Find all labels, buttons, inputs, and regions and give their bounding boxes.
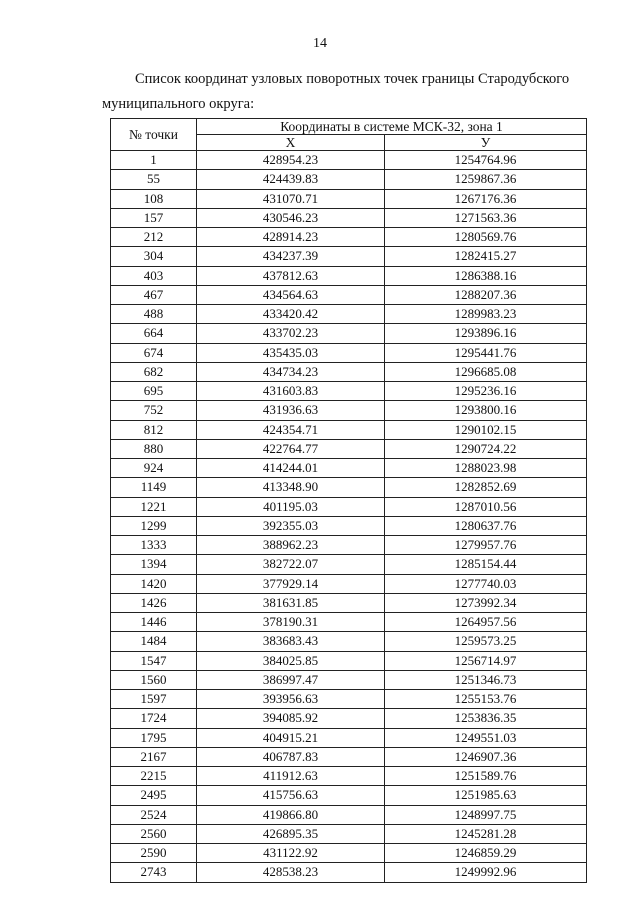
y-coordinate-cell: 1246907.36 [385, 747, 587, 766]
x-coordinate-cell: 431122.92 [197, 844, 385, 863]
y-coordinate-cell: 1271563.36 [385, 208, 587, 227]
x-coordinate-cell: 431936.63 [197, 401, 385, 420]
point-number-cell: 488 [111, 305, 197, 324]
table-row [111, 497, 587, 516]
point-number-cell: 304 [111, 247, 197, 266]
table-row [111, 574, 587, 593]
point-number-cell: 674 [111, 343, 197, 362]
x-coordinate-cell: 435435.03 [197, 343, 385, 362]
x-coordinate-cell: 428538.23 [197, 863, 385, 882]
point-number-cell: 924 [111, 459, 197, 478]
point-number-cell: 1221 [111, 497, 197, 516]
table-row [111, 208, 587, 227]
y-coordinate-cell: 1256714.97 [385, 651, 587, 670]
y-coordinate-cell: 1259867.36 [385, 170, 587, 189]
header-coordinate-system: Координаты в системе МСК-32, зона 1 [197, 119, 587, 135]
table-row [111, 613, 587, 632]
point-number-cell: 2590 [111, 844, 197, 863]
x-coordinate-cell: 419866.80 [197, 805, 385, 824]
y-coordinate-cell: 1288023.98 [385, 459, 587, 478]
point-number-cell: 55 [111, 170, 197, 189]
point-number-cell: 403 [111, 266, 197, 285]
table-row [111, 151, 587, 170]
table-row [111, 651, 587, 670]
y-coordinate-cell: 1296685.08 [385, 362, 587, 381]
point-number-cell: 1 [111, 151, 197, 170]
x-coordinate-cell: 437812.63 [197, 266, 385, 285]
table-row [111, 632, 587, 651]
x-coordinate-cell: 431070.71 [197, 189, 385, 208]
point-number-cell: 2167 [111, 747, 197, 766]
table-row [111, 420, 587, 439]
point-number-cell: 1420 [111, 574, 197, 593]
table-row [111, 844, 587, 863]
table-row [111, 228, 587, 247]
table-row [111, 170, 587, 189]
y-coordinate-cell: 1248997.75 [385, 805, 587, 824]
point-number-cell: 2524 [111, 805, 197, 824]
point-number-cell: 682 [111, 362, 197, 381]
point-number-cell: 1149 [111, 478, 197, 497]
y-coordinate-cell: 1288207.36 [385, 285, 587, 304]
y-coordinate-cell: 1282415.27 [385, 247, 587, 266]
point-number-cell: 2743 [111, 863, 197, 882]
x-coordinate-cell: 424354.71 [197, 420, 385, 439]
x-coordinate-cell: 434564.63 [197, 285, 385, 304]
table-row [111, 189, 587, 208]
point-number-cell: 2560 [111, 824, 197, 843]
table-row [111, 555, 587, 574]
y-coordinate-cell: 1287010.56 [385, 497, 587, 516]
point-number-cell: 1597 [111, 690, 197, 709]
table-row [111, 786, 587, 805]
y-coordinate-cell: 1290724.22 [385, 439, 587, 458]
y-coordinate-cell: 1253836.35 [385, 709, 587, 728]
y-coordinate-cell: 1245281.28 [385, 824, 587, 843]
table-row [111, 863, 587, 882]
point-number-cell: 880 [111, 439, 197, 458]
table-row [111, 690, 587, 709]
x-coordinate-cell: 401195.03 [197, 497, 385, 516]
table-row [111, 728, 587, 747]
x-coordinate-cell: 414244.01 [197, 459, 385, 478]
point-number-cell: 2495 [111, 786, 197, 805]
y-coordinate-cell: 1249992.96 [385, 863, 587, 882]
point-number-cell: 695 [111, 382, 197, 401]
x-coordinate-cell: 428954.23 [197, 151, 385, 170]
x-coordinate-cell: 434734.23 [197, 362, 385, 381]
x-coordinate-cell: 377929.14 [197, 574, 385, 593]
x-coordinate-cell: 392355.03 [197, 516, 385, 535]
x-coordinate-cell: 413348.90 [197, 478, 385, 497]
x-coordinate-cell: 384025.85 [197, 651, 385, 670]
intro-paragraph: Список координат узловых поворотных точек границы Стародубского муниципального округа: [102, 71, 570, 112]
point-number-cell: 2215 [111, 767, 197, 786]
point-number-cell: 1394 [111, 555, 197, 574]
x-coordinate-cell: 378190.31 [197, 613, 385, 632]
table-row [111, 824, 587, 843]
point-number-cell: 1299 [111, 516, 197, 535]
table-row [111, 516, 587, 535]
point-number-cell: 157 [111, 208, 197, 227]
point-number-cell: 664 [111, 324, 197, 343]
y-coordinate-cell: 1280637.76 [385, 516, 587, 535]
point-number-cell: 812 [111, 420, 197, 439]
point-number-cell: 1446 [111, 613, 197, 632]
point-number-cell: 1795 [111, 728, 197, 747]
x-coordinate-cell: 433702.23 [197, 324, 385, 343]
x-coordinate-cell: 394085.92 [197, 709, 385, 728]
y-coordinate-cell: 1289983.23 [385, 305, 587, 324]
y-coordinate-cell: 1251346.73 [385, 670, 587, 689]
x-coordinate-cell: 381631.85 [197, 593, 385, 612]
table-row [111, 362, 587, 381]
x-coordinate-cell: 428914.23 [197, 228, 385, 247]
x-coordinate-cell: 404915.21 [197, 728, 385, 747]
table-row [111, 593, 587, 612]
y-coordinate-cell: 1255153.76 [385, 690, 587, 709]
x-coordinate-cell: 388962.23 [197, 536, 385, 555]
x-coordinate-cell: 426895.35 [197, 824, 385, 843]
table-row [111, 459, 587, 478]
point-number-cell: 212 [111, 228, 197, 247]
point-number-cell: 1426 [111, 593, 197, 612]
x-coordinate-cell: 434237.39 [197, 247, 385, 266]
y-coordinate-cell: 1282852.69 [385, 478, 587, 497]
y-coordinate-cell: 1259573.25 [385, 632, 587, 651]
table-row [111, 305, 587, 324]
y-coordinate-cell: 1251985.63 [385, 786, 587, 805]
y-coordinate-cell: 1293800.16 [385, 401, 587, 420]
x-coordinate-cell: 383683.43 [197, 632, 385, 651]
y-coordinate-cell: 1293896.16 [385, 324, 587, 343]
y-coordinate-cell: 1295441.76 [385, 343, 587, 362]
y-coordinate-cell: 1279957.76 [385, 536, 587, 555]
table-row [111, 536, 587, 555]
y-coordinate-cell: 1264957.56 [385, 613, 587, 632]
x-coordinate-cell: 433420.42 [197, 305, 385, 324]
table-row [111, 324, 587, 343]
point-number-cell: 1333 [111, 536, 197, 555]
point-number-cell: 108 [111, 189, 197, 208]
header-x: X [197, 135, 385, 151]
table-row [111, 805, 587, 824]
y-coordinate-cell: 1295236.16 [385, 382, 587, 401]
x-coordinate-cell: 424439.83 [197, 170, 385, 189]
table-row [111, 439, 587, 458]
point-number-cell: 467 [111, 285, 197, 304]
y-coordinate-cell: 1254764.96 [385, 151, 587, 170]
y-coordinate-cell: 1251589.76 [385, 767, 587, 786]
table-row [111, 747, 587, 766]
table-row [111, 285, 587, 304]
y-coordinate-cell: 1286388.16 [385, 266, 587, 285]
y-coordinate-cell: 1273992.34 [385, 593, 587, 612]
y-coordinate-cell: 1249551.03 [385, 728, 587, 747]
table-body [111, 151, 587, 883]
page-number: 14 [313, 36, 327, 51]
table-row [111, 767, 587, 786]
y-coordinate-cell: 1280569.76 [385, 228, 587, 247]
header-point-number: № точки [111, 119, 197, 151]
point-number-cell: 1560 [111, 670, 197, 689]
table-row [111, 266, 587, 285]
table-row [111, 401, 587, 420]
point-number-cell: 1547 [111, 651, 197, 670]
x-coordinate-cell: 386997.47 [197, 670, 385, 689]
y-coordinate-cell: 1246859.29 [385, 844, 587, 863]
header-y: У [385, 135, 587, 151]
x-coordinate-cell: 382722.07 [197, 555, 385, 574]
table-row [111, 709, 587, 728]
table-row [111, 382, 587, 401]
y-coordinate-cell: 1277740.03 [385, 574, 587, 593]
x-coordinate-cell: 430546.23 [197, 208, 385, 227]
x-coordinate-cell: 393956.63 [197, 690, 385, 709]
point-number-cell: 752 [111, 401, 197, 420]
table-row [111, 247, 587, 266]
table-row [111, 343, 587, 362]
x-coordinate-cell: 406787.83 [197, 747, 385, 766]
y-coordinate-cell: 1285154.44 [385, 555, 587, 574]
x-coordinate-cell: 411912.63 [197, 767, 385, 786]
coordinates-table [110, 118, 587, 883]
x-coordinate-cell: 415756.63 [197, 786, 385, 805]
point-number-cell: 1484 [111, 632, 197, 651]
y-coordinate-cell: 1290102.15 [385, 420, 587, 439]
y-coordinate-cell: 1267176.36 [385, 189, 587, 208]
table-row [111, 670, 587, 689]
table-row [111, 478, 587, 497]
x-coordinate-cell: 422764.77 [197, 439, 385, 458]
x-coordinate-cell: 431603.83 [197, 382, 385, 401]
point-number-cell: 1724 [111, 709, 197, 728]
